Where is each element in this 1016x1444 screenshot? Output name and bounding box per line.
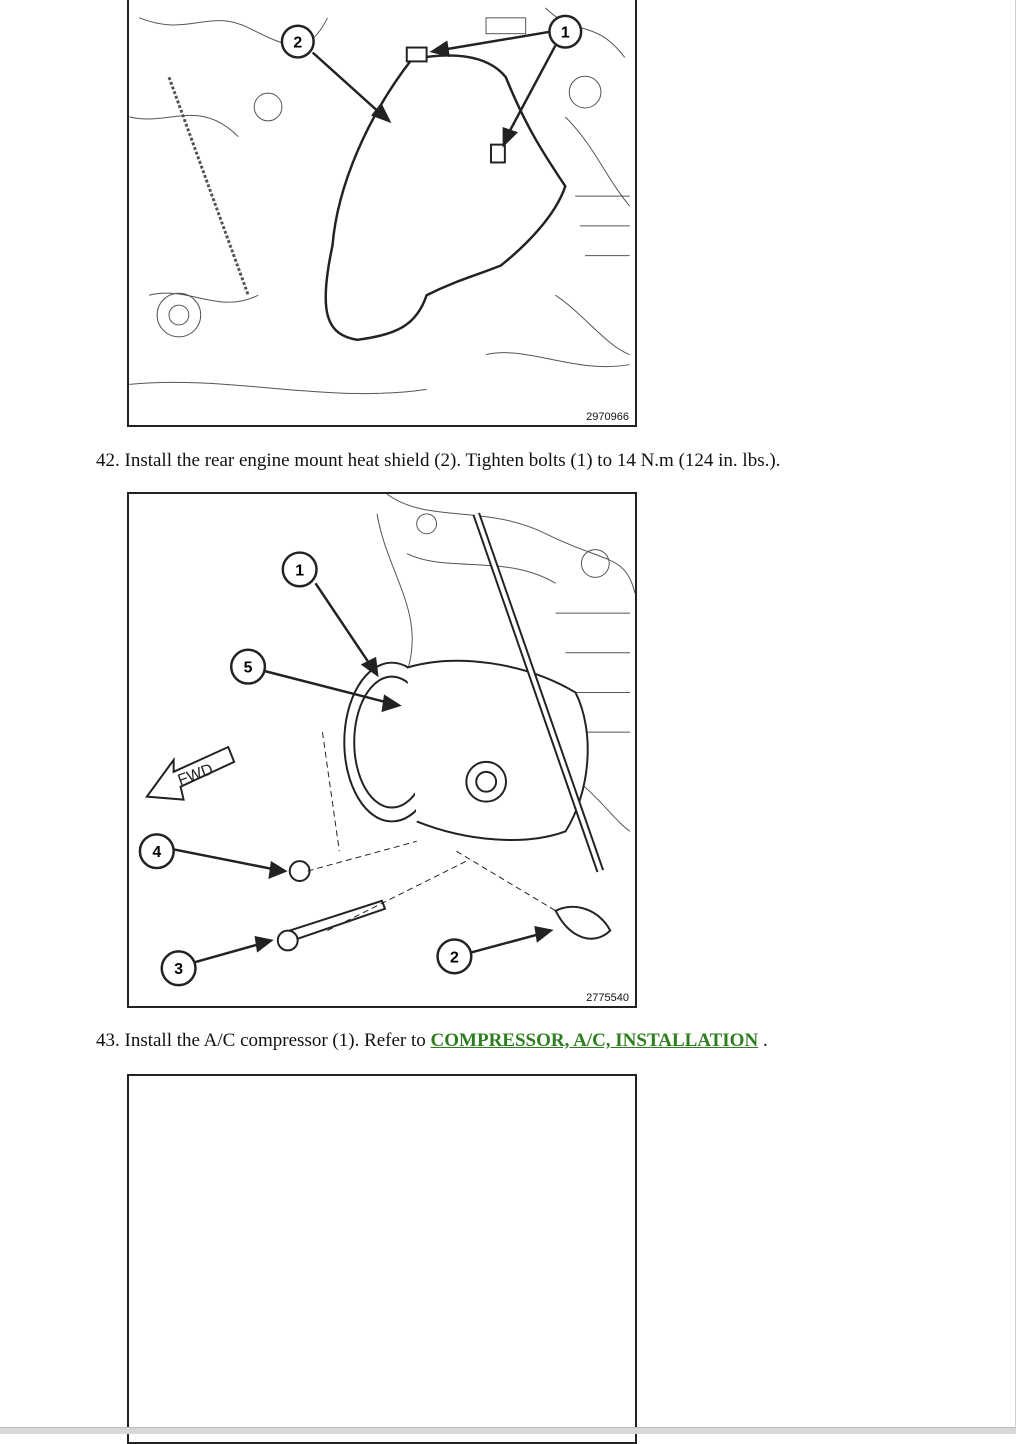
horizontal-scrollbar[interactable] xyxy=(0,1427,1016,1434)
step-43-prefix: 43. Install the A/C compressor (1). Refer to xyxy=(96,1030,431,1051)
callout-2 xyxy=(282,26,314,58)
figure-id: 2775540 xyxy=(586,992,629,1004)
svg-text:1: 1 xyxy=(295,562,305,580)
figure-id: 2970966 xyxy=(586,411,629,423)
figure-heat-shield xyxy=(127,0,637,427)
figure-blank xyxy=(127,1074,637,1444)
svg-text:2: 2 xyxy=(450,949,459,967)
callout-2 xyxy=(438,940,472,974)
heat-shield-illustration xyxy=(129,0,635,425)
svg-text:2: 2 xyxy=(293,34,303,52)
svg-text:3: 3 xyxy=(174,961,184,979)
step-42-text: 42. Install the rear engine mount heat shield (2). Tighten bolts (1) to 14 N.m (124 in. lbs.). xyxy=(96,450,781,471)
ac-compressor-illustration xyxy=(129,494,635,1006)
figure-ac-compressor xyxy=(127,492,637,1008)
svg-text:4: 4 xyxy=(152,844,162,862)
svg-text:1: 1 xyxy=(560,24,570,42)
step-43-suffix: . xyxy=(758,1030,768,1051)
callout-5 xyxy=(231,650,265,684)
callout-4 xyxy=(140,834,174,868)
step-43-text xyxy=(96,1030,768,1052)
svg-text:FWD: FWD xyxy=(175,760,216,790)
callout-3 xyxy=(162,951,196,985)
fwd-arrow xyxy=(147,747,234,800)
callout-1 xyxy=(549,16,581,48)
svg-text:5: 5 xyxy=(243,659,253,677)
callout-1 xyxy=(283,553,317,587)
compressor-installation-link[interactable]: COMPRESSOR, A/C, INSTALLATION xyxy=(430,1030,759,1051)
